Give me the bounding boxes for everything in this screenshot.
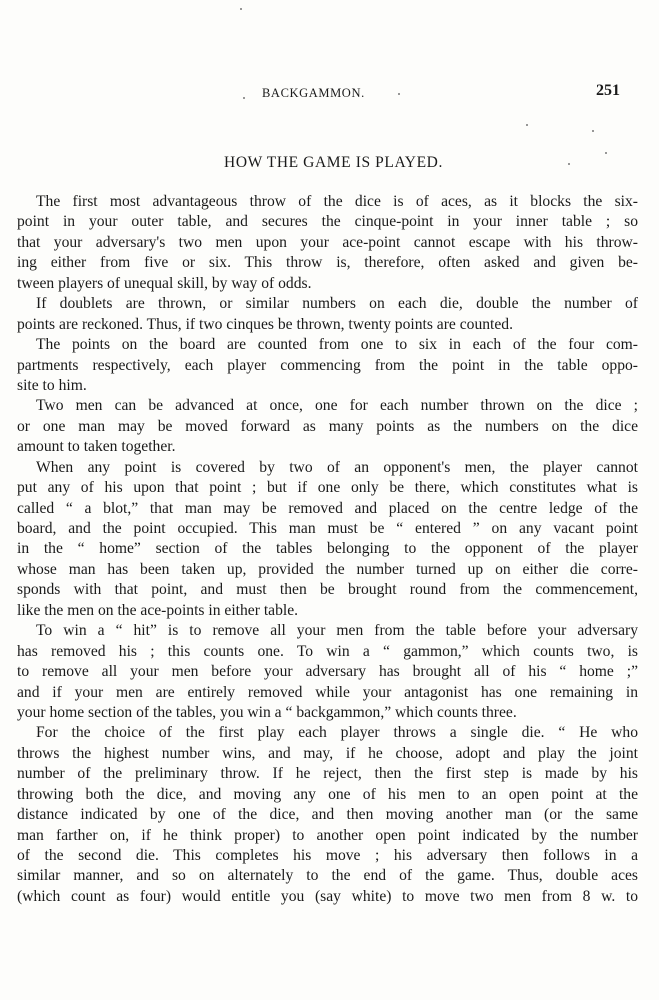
text-line: site to him.: [17, 376, 87, 394]
text-line: your home section of the tables, you win a “ backgammon,” which counts three.: [17, 703, 517, 721]
print-speck: [592, 130, 594, 132]
text-line: similar manner, and so on alternately to the end of the game. Thus, double aces: [17, 867, 638, 885]
text-line: man farther on, if he think proper) to another open point indicated by the number: [17, 826, 638, 844]
text-line: Two men can be advanced at once, one for each number thrown on the dice ;: [36, 397, 638, 415]
print-speck: [568, 163, 570, 165]
text-line: in the “ home” section of the tables belonging to the opponent of the player: [17, 540, 638, 558]
print-speck: [398, 93, 400, 95]
text-line: to remove all your men before your adversary has brought all of his “ home ;”: [17, 663, 638, 681]
print-speck: [526, 124, 528, 126]
text-line: partments respectively, each player commencing from the point in the table oppo-: [17, 356, 638, 374]
text-line: To win a “ hit” is to remove all your men from the table before your adversary: [36, 622, 638, 640]
text-line: distance indicated by one of the dice, and then moving another man (or the same: [17, 806, 638, 824]
text-line: or one man may be moved forward as many points as the numbers on the dice: [17, 417, 638, 435]
text-line: has removed his ; this counts one. To win a “ gammon,” which counts two, is: [17, 642, 638, 660]
text-line: For the choice of the first play each player throws a single die. “ He who: [36, 724, 638, 742]
text-line: of the second die. This completes his move ; his adversary then follows in a: [17, 847, 638, 864]
text-line: throwing both the dice, and moving any one of his men to an open point at the: [17, 785, 638, 803]
section-title: HOW THE GAME IS PLAYED.: [224, 154, 443, 171]
print-speck: [605, 152, 607, 154]
text-line: put any of his upon that point ; but if one only be there, which constitutes what is: [17, 479, 638, 497]
body-text: [17, 192, 638, 907]
text-line: ing either from five or six. This throw is, therefore, often asked and given be-: [17, 254, 638, 272]
text-line: amount to taken together.: [17, 438, 176, 456]
text-line: number of the preliminary throw. If he reject, then the first step is made by his: [17, 765, 638, 783]
text-line: throws the highest number wins, and may, if he choose, adopt and play the joint: [17, 744, 638, 762]
text-line: called “ a blot,” that man may be removed and placed on the centre ledge of the: [17, 499, 638, 517]
print-speck: [240, 8, 242, 10]
text-line: The first most advantageous throw of the dice is of aces, as it blocks the six-: [36, 193, 638, 210]
running-head-title: BACKGAMMON.: [262, 86, 365, 100]
text-line: board, and the point occupied. This man must be “ entered ” on any vacant point: [17, 520, 638, 537]
text-line: and if your men are entirely removed while your antagonist has one remaining in: [17, 683, 638, 701]
text-line: point in your outer table, and secures the cinque-point in your inner table ; so: [17, 213, 638, 231]
text-line: If doublets are thrown, or similar numbers on each die, double the number of: [36, 295, 638, 313]
text-line: The points on the board are counted from one to six in each of the four com-: [36, 336, 638, 354]
text-line: sponds with that point, and must then be brought round from the commencement,: [17, 581, 638, 599]
text-line: When any point is covered by two of an opponent's men, the player cannot: [36, 458, 638, 476]
text-line: like the men on the ace-points in either table.: [17, 601, 299, 619]
text-line: points are reckoned. Thus, if two cinques be thrown, twenty points are counted.: [17, 315, 513, 333]
text-line: that your adversary's two men upon your ace-point cannot escape with his throw-: [17, 233, 638, 251]
text-line: whose man has been taken up, provided the number turned up on either die corre-: [17, 560, 638, 578]
page-number: 251: [596, 82, 620, 99]
print-speck: [243, 97, 245, 99]
text-line: (which count as four) would entitle you (say white) to move two men from 8 w. to: [17, 887, 638, 905]
text-line: tween players of unequal skill, by way of odds.: [17, 274, 312, 292]
